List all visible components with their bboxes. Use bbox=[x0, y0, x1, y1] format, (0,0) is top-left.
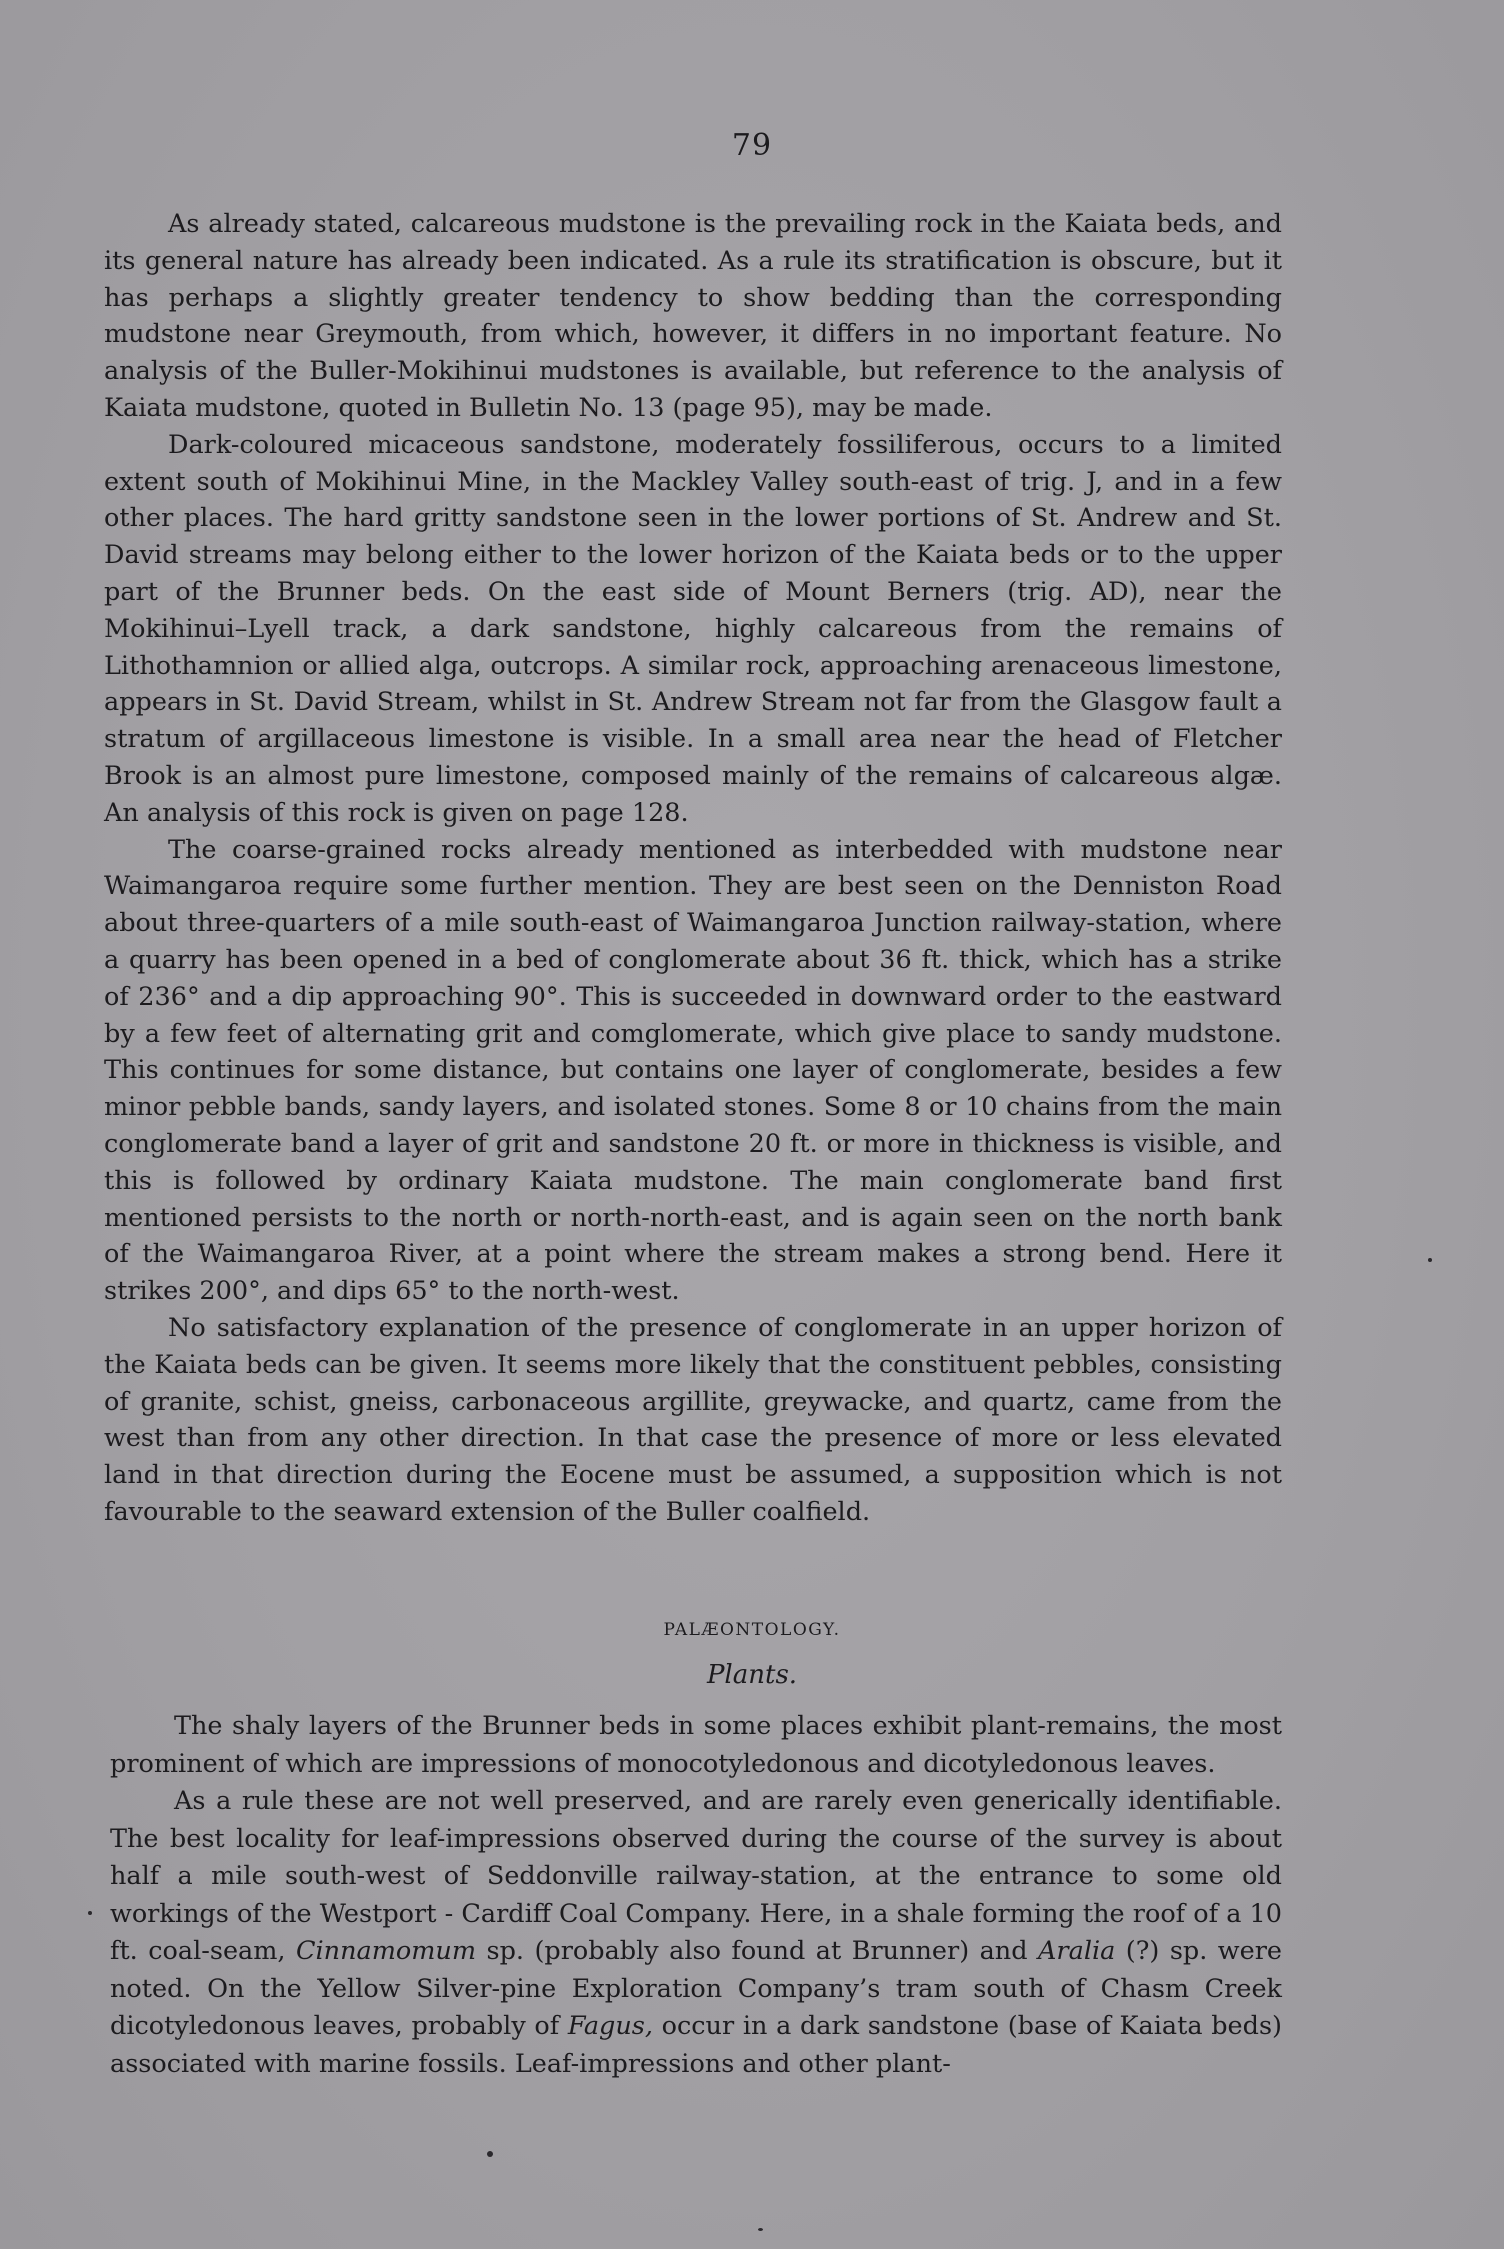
paragraph-sandstone: Dark-coloured micaceous sandstone, moderately fossiliferous, occurs to a limited extent south of Mokihinui Mine, in the Mackley Valley south-east of trig. J, and in a few other places. The hard gritty sandstone seen in the lower portions of St. Andrew and St. David streams may belong either to the lower horizon of the Kaiata beds or to the upper part of the Brunner beds. On the east side of Mount Berners (trig. AD), near the Mokihinui–Lyell track, a dark sandstone, highly calcareous from the remains of Lithothamnion or allied alga, outcrops. A similar rock, approaching arenaceous limestone, appears in St. David Stream, whilst in St. Andrew Stream not far from the Glasgow fault a stratum of argillaceous limestone is visible. In a small area near the head of Fletcher Brook is an almost pure limestone, composed mainly of the remains of calcareous algæ. An analysis of this rock is given on page 128. bbox=[104, 429, 1282, 828]
paragraph-leaf-impressions bbox=[110, 1783, 1282, 2083]
paper-speck bbox=[1428, 1258, 1432, 1262]
taxon-aralia: Aralia bbox=[1038, 1936, 1116, 1966]
subheading-plants: Plants. bbox=[706, 1660, 798, 1690]
taxon-cinnamomum: Cinnamomum bbox=[295, 1936, 477, 1966]
page-number: 79 bbox=[731, 128, 773, 163]
paper-speck bbox=[88, 1911, 92, 1915]
paragraph-coarse-grained-rocks: The coarse-grained rocks already mentioned as interbedded with mudstone near Waimangaroa require some further mention. They are best seen on the Denniston Road about three-quarters of a mile south-east of Waimangaroa Junction railway-station, where a quarry has been opened in a bed of conglomerate about 36 ft. thick, which has a strike of 236° and a dip approaching 90°. This is succeeded in downward order to the eastward by a few feet of alternating grit and comglomerate, which give place to sandy mudstone. This continues for some distance, but contains one layer of conglomerate, besides a few minor pebble bands, sandy layers, and isolated stones. Some 8 or 10 chains from the main conglomerate band a layer of grit and sandstone 20 ft. or more in thickness is visible, and this is followed by ordinary Kaiata mudstone. The main conglomerate band first mentioned persists to the north or north-north-east, and is again seen on the north bank of the Waimangaroa River, at a point where the stream makes a strong bend. Here it strikes 200°, and dips 65° to the north-west. bbox=[104, 834, 1282, 1307]
body-text-main bbox=[104, 206, 1282, 1531]
paper-speck bbox=[487, 2151, 493, 2157]
text-run: sp. (probably also found at Brunner) and bbox=[476, 1936, 1039, 1966]
paragraph-conglomerate-explanation: No satisfactory explanation of the presence of conglomerate in an upper horizon of the Kaiata beds can be given. It seems more likely that the constituent pebbles, consisting of granite, schist, gneiss, carbonaceous argillite, greywacke, and quartz, came from the west than from any other direction. In that case the presence of more or less elevated land in that direction during the Eocene must be assumed, a supposition which is not favourable to the seaward extension of the Buller coalfield. bbox=[104, 1312, 1282, 1527]
paper-speck bbox=[758, 2228, 763, 2231]
paragraph-mudstone: As already stated, calcareous mudstone is the prevailing rock in the Kaiata beds, and its general nature has already been indicated. As a rule its stratification is obscure, but it has perhaps a slightly greater tendency to show bedding than the corresponding mudstone near Greymouth, from which, however, it differs in no important feature. No analysis of the Buller-Mokihinui mudstones is available, but reference to the analysis of Kaiata mudstone, quoted in Bulletin No. 13 (page 95), may be made. bbox=[104, 209, 1282, 423]
paragraph-plant-remains: The shaly layers of the Brunner beds in some places exhibit plant-remains, the most prominent of which are impressions of monocotyledonous and dicotyledonous leaves. bbox=[110, 1711, 1282, 1779]
taxon-fagus: Fagus, bbox=[567, 2011, 653, 2041]
text-run: (?) sp. were noted. On the Yellow Silver-pine Exploration Company’s tram south of Chasm Creek dicotyledonous leaves, probably of bbox=[110, 1936, 1282, 2041]
text-run: occur in a dark sandstone (base of Kaiata beds) associated with marine fossils. Leaf-impressions and other plant- bbox=[110, 2011, 1282, 2079]
section-heading-palaeontology: PALÆONTOLOGY. bbox=[663, 1620, 841, 1640]
body-text-plants bbox=[110, 1708, 1282, 2083]
text-run: As a rule these are not well preserved, and are rarely even generically identifiable. The best locality for leaf-impressions observed during the course of the survey is about half a mile south-west of Seddonville railway-station, at the entrance to some old workings of the Westport - Cardiff Coal Company. Here, in a shale forming the roof of a 10 ft. coal-seam, bbox=[110, 1786, 1282, 1966]
